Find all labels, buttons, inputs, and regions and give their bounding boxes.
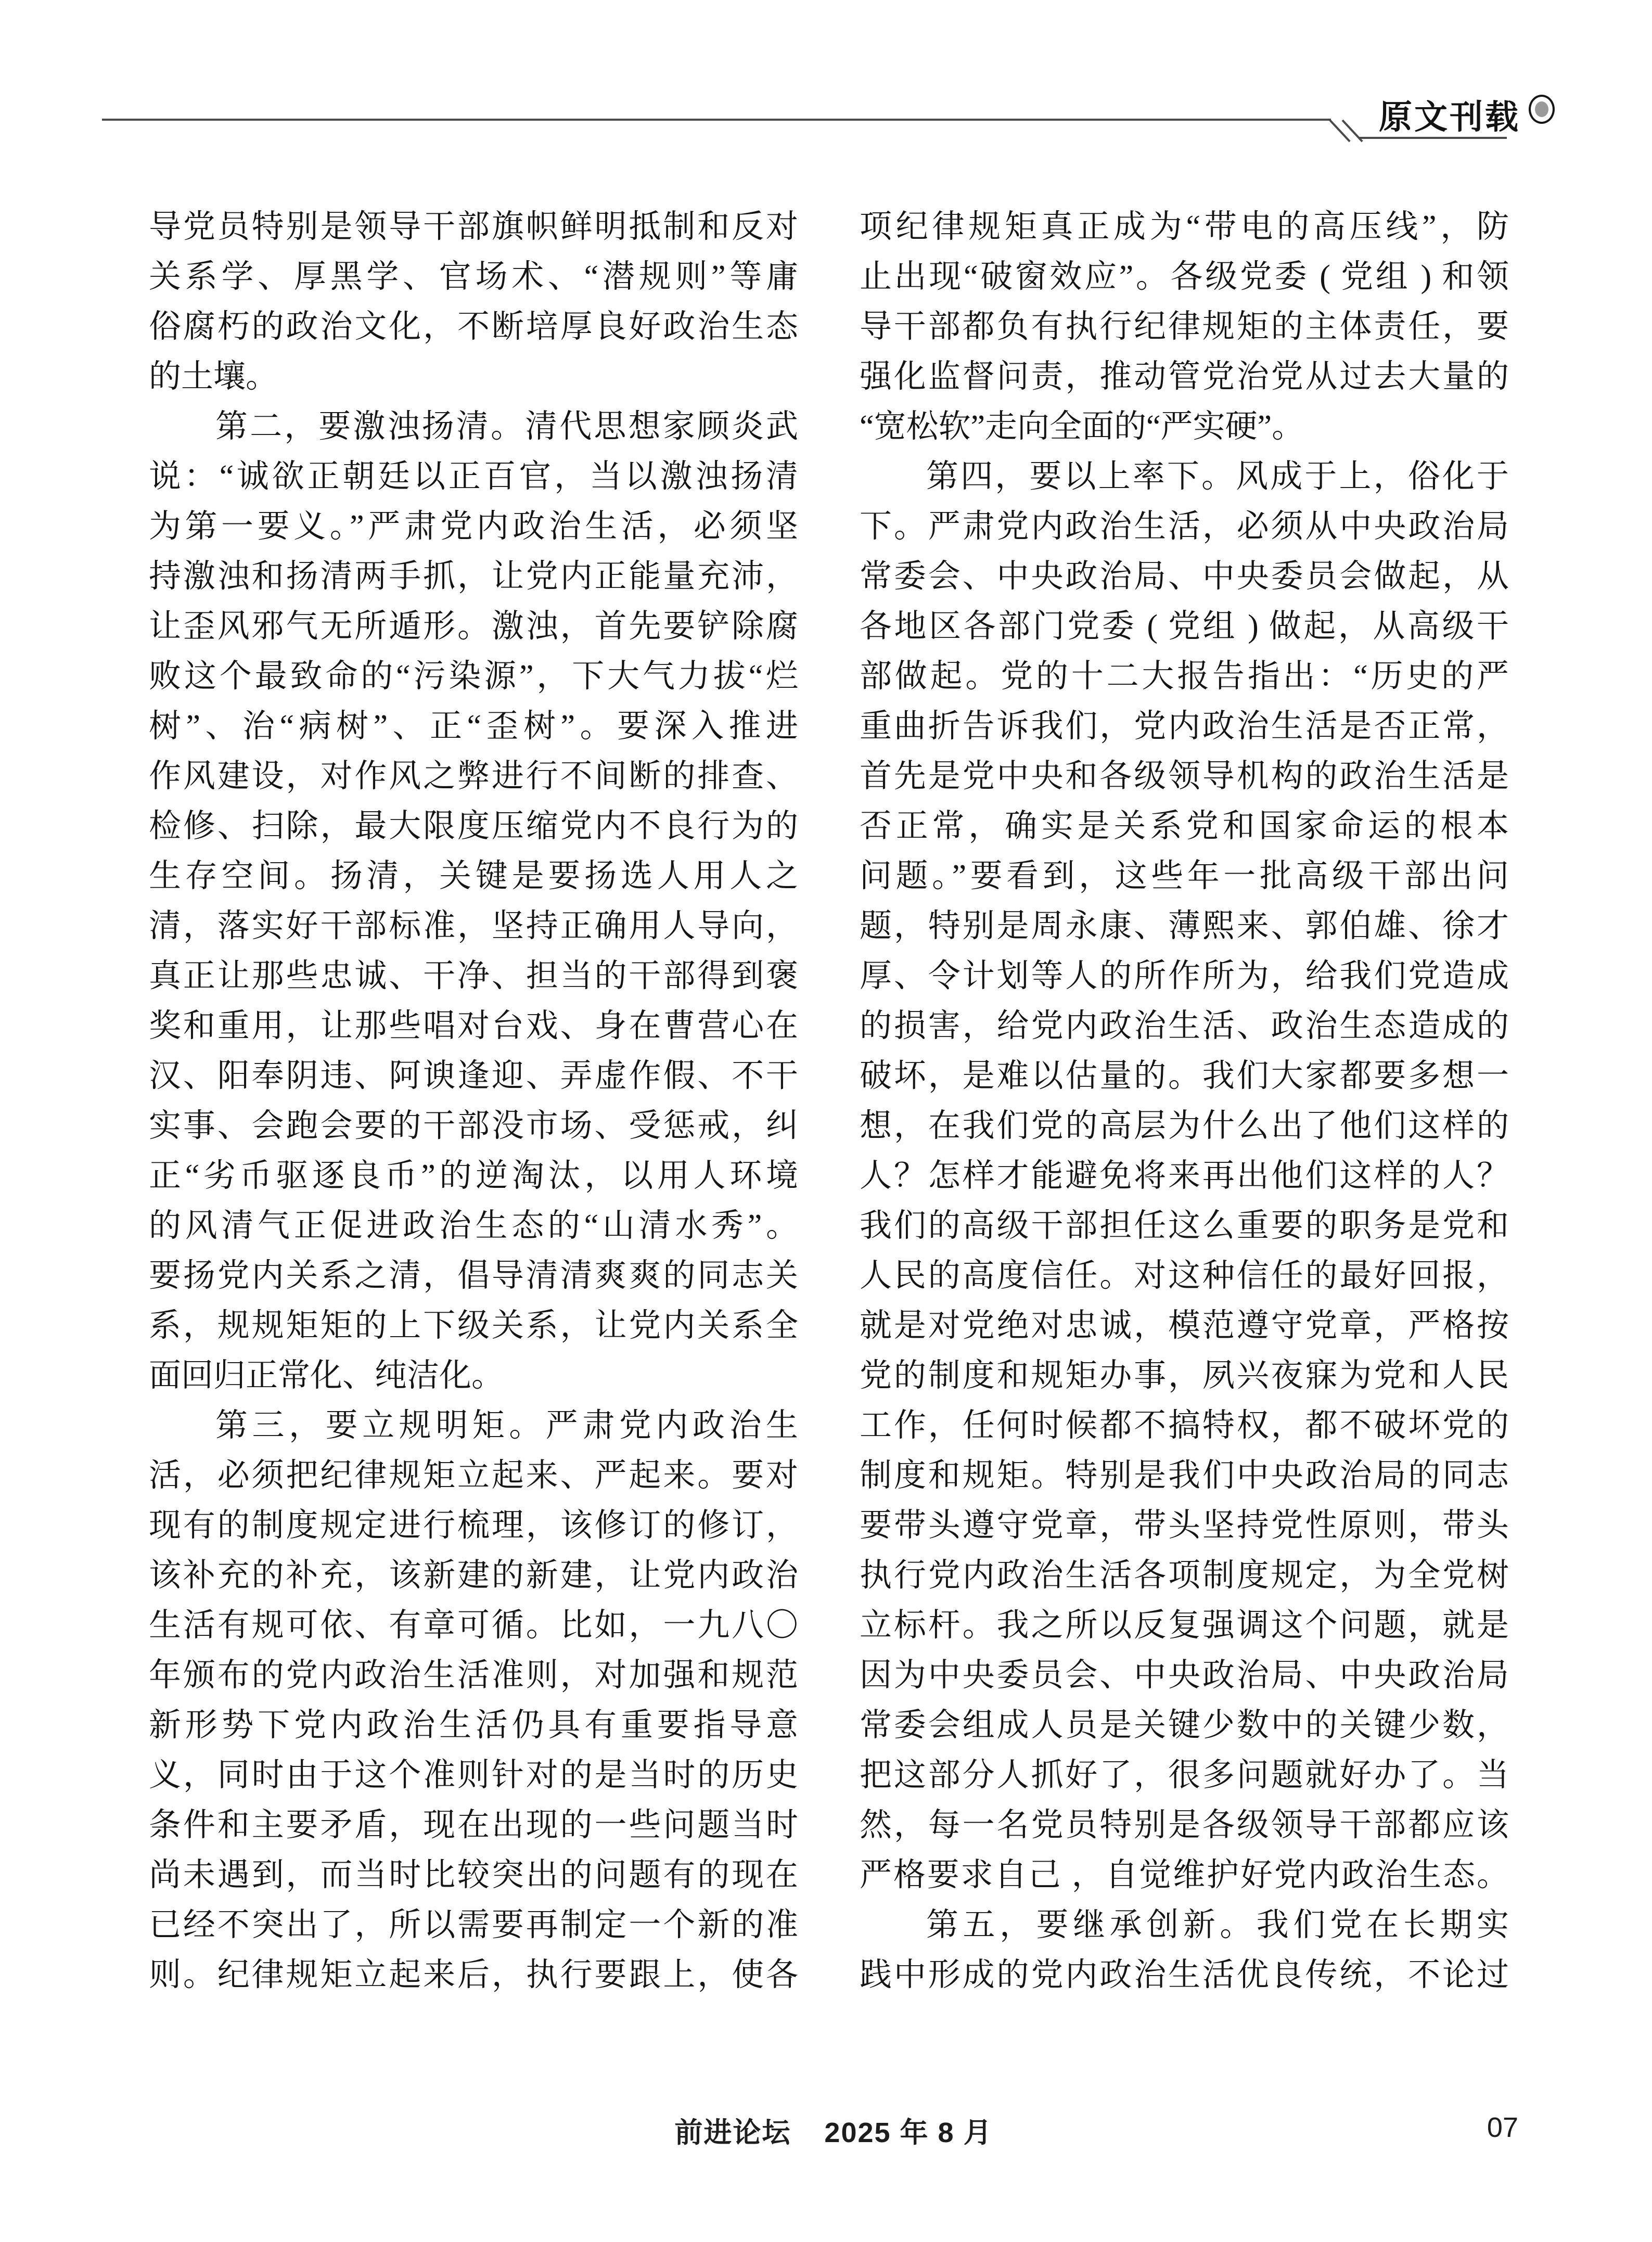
section-label: 原文刊载	[1379, 99, 1520, 136]
text-line: 把这部分人抓好了，很多问题就好办了。当	[860, 1758, 1509, 1793]
text-line: 就是对党绝对忠诚，模范遵守党章，严格按	[860, 1308, 1509, 1343]
issue-date: 2025 年 8 月	[824, 2117, 993, 2148]
text-line: 第三，要立规明矩。严肃党内政治生	[215, 1408, 798, 1443]
text-line: 项纪律规矩真正成为“带电的高压线”，防	[860, 209, 1509, 245]
journal-title: 前进论坛	[674, 2117, 791, 2148]
text-line: 奖和重用，让那些唱对台戏、身在曹营心在	[149, 1008, 798, 1044]
text-line: 首先是党中央和各级领导机构的政治生活是	[860, 759, 1509, 794]
text-line: 工作，任何时候都不搞特权，都不破坏党的	[860, 1408, 1509, 1443]
text-line: 导党员特别是领导干部旗帜鲜明抵制和反对	[149, 209, 798, 245]
text-line: 生存空间。扬清，关键是要扬选人用人之	[149, 859, 798, 894]
text-line: 义，同时由于这个准则针对的是当时的历史	[149, 1758, 798, 1793]
text-line: 第四，要以上率下。风成于上，俗化于	[926, 459, 1509, 494]
text-line: 重曲折告诉我们，党内政治生活是否正常，	[860, 709, 1509, 744]
text-line: 已经不突出了，所以需要再制定一个新的准	[149, 1907, 798, 1943]
text-line: 为第一要义。”严肃党内政治生活，必须坚	[149, 509, 798, 544]
text-line: 检修、扫除，最大限度压缩党内不良行为的	[149, 809, 798, 844]
text-line: 导干部都负有执行纪律规矩的主体责任，要	[860, 309, 1509, 344]
text-line: 否正常，确实是关系党和国家命运的根本	[860, 809, 1509, 844]
text-line: 要扬党内关系之清，倡导清清爽爽的同志关	[149, 1258, 798, 1293]
article-column-right	[860, 202, 1509, 2000]
text-line: 清，落实好干部标准，坚持正确用人导向，	[149, 908, 798, 944]
bullseye-dot	[1535, 101, 1548, 117]
text-line: 尚未遇到，而当时比较突出的问题有的现在	[149, 1857, 798, 1893]
text-line: 践中形成的党内政治生活优良传统，不论过	[860, 1957, 1509, 1993]
text-line: 厚、令计划等人的所作所为，给我们党造成	[860, 958, 1509, 994]
text-line: 立标杆。我之所以反复强调这个问题，就是	[860, 1608, 1509, 1643]
page-number: 07	[1487, 2112, 1518, 2143]
text-line: 的土壤。	[149, 359, 278, 394]
text-line: 实事、会跑会要的干部没市场、受惩戒，纠	[149, 1108, 798, 1144]
text-line: 活，必须把纪律规矩立起来、严起来。要对	[149, 1458, 798, 1493]
text-line: 汉、阳奉阴违、阿谀逢迎、弄虚作假、不干	[149, 1058, 798, 1094]
text-line: 第二，要激浊扬清。清代思想家顾炎武	[215, 409, 798, 444]
text-line: 真正让那些忠诚、干净、担当的干部得到褒	[149, 958, 798, 994]
text-line: 想，在我们党的高层为什么出了他们这样的	[860, 1108, 1509, 1144]
text-line: 然，每一名党员特别是各级领导干部都应该	[860, 1808, 1509, 1843]
text-line: 执行党内政治生活各项制度规定，为全党树	[860, 1558, 1509, 1593]
text-line: 破坏，是难以估量的。我们大家都要多想一	[860, 1058, 1509, 1094]
text-line: 系，规规矩矩的上下级关系，让党内关系全	[149, 1308, 798, 1343]
text-line: 题，特别是周永康、薄熙来、郭伯雄、徐才	[860, 908, 1509, 944]
text-line: “宽松软”走向全面的“严实硬”。	[860, 409, 1304, 444]
text-line: 常委会组成人员是关键少数中的关键少数，	[860, 1708, 1509, 1743]
text-line: 正“劣币驱逐良币”的逆淘汰，以用人环境	[149, 1158, 798, 1194]
text-line: 生活有规可依、有章可循。比如，一九八〇	[149, 1608, 798, 1643]
text-line: 年颁布的党内政治生活准则，对加强和规范	[149, 1658, 798, 1693]
text-line: 面回归正常化、纯洁化。	[149, 1358, 504, 1393]
text-line: 则。纪律规矩立起来后，执行要跟上，使各	[149, 1957, 798, 1993]
text-line: 俗腐朽的政治文化，不断培厚良好政治生态	[149, 309, 798, 344]
text-line: 让歪风邪气无所遁形。激浊，首先要铲除腐	[149, 609, 798, 644]
text-line: 人？怎样才能避免将来再出他们这样的人？	[860, 1158, 1509, 1194]
text-line: 因为中央委员会、中央政治局、中央政治局	[860, 1658, 1509, 1693]
text-line: 的风清气正促进政治生态的“山清水秀”。	[149, 1208, 798, 1244]
text-line: 的损害，给党内政治生活、政治生态造成的	[860, 1008, 1509, 1044]
text-line: 人民的高度信任。对这种信任的最好回报，	[860, 1258, 1509, 1293]
text-line: 第五，要继承创新。我们党在长期实	[926, 1907, 1509, 1943]
footer-journal-line	[149, 2110, 1518, 2150]
text-line: 说：“诚欲正朝廷以正百官，当以激浊扬清	[149, 459, 798, 494]
article-column-left	[149, 202, 798, 2000]
text-line: 下。严肃党内政治生活，必须从中央政治局	[860, 509, 1509, 544]
text-line: 部做起。党的十二大报告指出：“历史的严	[860, 659, 1509, 694]
text-line: 条件和主要矛盾，现在出现的一些问题当时	[149, 1808, 798, 1843]
text-line: 止出现“破窗效应”。各级党委 ( 党组 ) 和领	[860, 259, 1509, 294]
text-line: 我们的高级干部担任这么重要的职务是党和	[860, 1208, 1509, 1244]
text-line: 要带头遵守党章，带头坚持党性原则，带头	[860, 1508, 1509, 1543]
text-line: 新形势下党内政治生活仍具有重要指导意	[149, 1708, 798, 1743]
text-line: 各地区各部门党委 ( 党组 ) 做起，从高级干	[860, 609, 1509, 644]
text-line: 关系学、厚黑学、官场术、“潜规则”等庸	[149, 259, 798, 294]
text-line: 常委会、中央政治局、中央委员会做起，从	[860, 559, 1509, 594]
text-line: 持激浊和扬清两手抓，让党内正能量充沛，	[149, 559, 798, 594]
text-line: 严格要求自己 ，自觉维护好党内政治生态。	[860, 1857, 1509, 1893]
header-rule-left	[102, 119, 1331, 121]
text-line: 问题。”要看到，这些年一批高级干部出问	[860, 859, 1509, 894]
page-footer	[149, 2110, 1518, 2152]
text-line: 该补充的补充，该新建的新建，让党内政治	[149, 1558, 798, 1593]
text-line: 党的制度和规矩办事，夙兴夜寐为党和人民	[860, 1358, 1509, 1393]
header-rule-break-slash	[1329, 120, 1351, 143]
text-line: 作风建设，对作风之弊进行不间断的排查、	[149, 759, 798, 794]
text-line: 制度和规矩。特别是我们中央政治局的同志	[860, 1458, 1509, 1493]
text-line: 败这个最致命的“污染源”，下大气力拔“烂	[149, 659, 798, 694]
text-line: 强化监督问责，推动管党治党从过去大量的	[860, 359, 1509, 394]
text-line: 现有的制度规定进行梳理，该修订的修订，	[149, 1508, 798, 1543]
bullseye-icon	[1529, 95, 1555, 124]
text-line: 树”、治“病树”、正“歪树”。要深入推进	[149, 709, 798, 744]
